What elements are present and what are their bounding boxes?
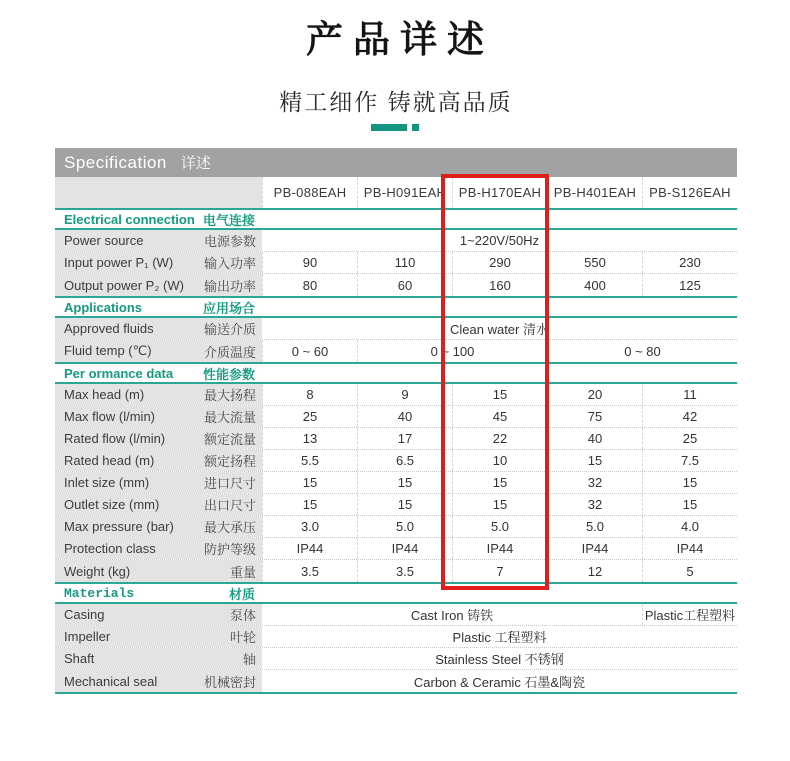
value-cell: IP44 bbox=[642, 538, 737, 559]
value-cell: 22 bbox=[452, 428, 547, 449]
row-label-en: Inlet size (mm) bbox=[64, 475, 150, 490]
section-title-zh: 电气连接 bbox=[202, 212, 255, 228]
value-cell: 40 bbox=[547, 428, 642, 449]
model-row-label-spacer bbox=[55, 177, 262, 208]
value-cell: 400 bbox=[547, 274, 642, 296]
row-label-en: Max pressure (bar) bbox=[64, 519, 174, 534]
value-cell: 60 bbox=[357, 274, 452, 296]
model-header-row bbox=[55, 177, 737, 210]
value-cell: Stainless Steel 不锈钢 bbox=[435, 652, 564, 667]
value-cell: 15 bbox=[262, 472, 357, 493]
row-label-zh: 泵体 bbox=[229, 608, 256, 623]
model-name-pb-088eah: PB-088EAH bbox=[262, 177, 357, 208]
value-cell: IP44 bbox=[452, 538, 547, 559]
section-title-en: Applications bbox=[64, 299, 143, 315]
row-label-zh: 出口尺寸 bbox=[203, 498, 256, 513]
row-label-zh: 输入功率 bbox=[203, 256, 256, 271]
row-max-flow bbox=[55, 406, 737, 428]
value-cell: 4.0 bbox=[642, 516, 737, 537]
value-cell: 230 bbox=[642, 252, 737, 273]
value-cell: 12 bbox=[547, 560, 642, 582]
row-output-power bbox=[55, 274, 737, 296]
value-cell: 15 bbox=[642, 472, 737, 493]
row-protection-class bbox=[55, 538, 737, 560]
table-header-en: Specification bbox=[64, 152, 167, 172]
value-cell: 5 bbox=[642, 560, 737, 582]
row-max-head bbox=[55, 384, 737, 406]
row-casing bbox=[55, 604, 737, 626]
value-cell: 90 bbox=[262, 252, 357, 273]
section-title-en: Materials bbox=[64, 585, 135, 601]
row-rated-flow bbox=[55, 428, 737, 450]
row-label-en: Protection class bbox=[64, 541, 156, 556]
value-cell: 40 bbox=[357, 406, 452, 427]
value-cell: 110 bbox=[357, 252, 452, 273]
value-cell: 160 bbox=[452, 274, 547, 296]
value-cell: 15 bbox=[642, 494, 737, 515]
accent-dash-icon bbox=[371, 124, 407, 131]
row-label-zh: 最大承压 bbox=[203, 520, 256, 535]
page-title: 产品详述 bbox=[306, 19, 494, 60]
value-cell: 11 bbox=[642, 384, 737, 405]
section-header-applications bbox=[55, 298, 737, 318]
value-cell: 15 bbox=[357, 472, 452, 493]
value-cell: 5.0 bbox=[547, 516, 642, 537]
row-mechanical-seal bbox=[55, 670, 737, 692]
row-label-zh: 最大扬程 bbox=[203, 388, 256, 403]
value-cell: IP44 bbox=[262, 538, 357, 559]
value-cell: 15 bbox=[357, 494, 452, 515]
section-title-zh: 应用场合 bbox=[202, 300, 255, 316]
value-cell: 290 bbox=[452, 252, 547, 273]
row-label-en: Approved fluids bbox=[64, 321, 154, 336]
section-header-electrical bbox=[55, 210, 737, 230]
row-approved-fluids bbox=[55, 318, 737, 340]
value-cell: 45 bbox=[452, 406, 547, 427]
section-title-en: Electrical connection bbox=[64, 211, 195, 227]
model-name-pb-h170eah: PB-H170EAH bbox=[452, 177, 547, 208]
value-cell: 5.5 bbox=[262, 450, 357, 471]
row-shaft bbox=[55, 648, 737, 670]
table-header-bar bbox=[55, 148, 737, 177]
value-cell: 5.0 bbox=[357, 516, 452, 537]
row-fluid-temp bbox=[55, 340, 737, 362]
row-label-zh: 轴 bbox=[242, 652, 256, 667]
value-cell: 5.0 bbox=[452, 516, 547, 537]
row-label-en: Shaft bbox=[64, 651, 95, 666]
value-cell: 32 bbox=[547, 472, 642, 493]
row-label-en: Max head (m) bbox=[64, 387, 145, 402]
value-cell: 1~220V/50Hz bbox=[459, 233, 540, 248]
row-label-en: Casing bbox=[64, 607, 105, 622]
row-label-en: Mechanical seal bbox=[64, 673, 158, 689]
table-header-zh: 详述 bbox=[180, 155, 211, 172]
value-cell: 3.5 bbox=[262, 560, 357, 582]
section-applications bbox=[55, 298, 737, 364]
value-cell: Plastic工程塑料 bbox=[642, 604, 737, 625]
row-label-zh: 输出功率 bbox=[203, 278, 256, 294]
row-label-zh: 进口尺寸 bbox=[203, 476, 256, 491]
row-label-zh: 介质温度 bbox=[203, 344, 256, 360]
spec-table bbox=[55, 148, 737, 694]
value-cell: 15 bbox=[547, 450, 642, 471]
value-cell: 550 bbox=[547, 252, 642, 273]
row-rated-head bbox=[55, 450, 737, 472]
row-label-en: Weight (kg) bbox=[64, 563, 131, 579]
value-cell: 8 bbox=[262, 384, 357, 405]
value-cell: 25 bbox=[262, 406, 357, 427]
value-cell: 75 bbox=[547, 406, 642, 427]
row-label-en: Input power P₁ (W) bbox=[64, 255, 174, 270]
value-cell: 0 ~ 60 bbox=[262, 340, 357, 362]
row-weight bbox=[55, 560, 737, 582]
value-cell: 20 bbox=[547, 384, 642, 405]
row-label-en: Rated flow (l/min) bbox=[64, 431, 166, 446]
section-performance bbox=[55, 364, 737, 584]
section-header-performance bbox=[55, 364, 737, 384]
row-max-pressure bbox=[55, 516, 737, 538]
value-cell: 3.5 bbox=[357, 560, 452, 582]
model-name-pb-h091eah: PB-H091EAH bbox=[357, 177, 452, 208]
row-label-zh: 电源参数 bbox=[203, 234, 256, 249]
row-label-zh: 额定流量 bbox=[203, 432, 256, 447]
accent-decoration bbox=[0, 124, 790, 131]
accent-square-icon bbox=[412, 124, 419, 131]
section-materials bbox=[55, 584, 737, 694]
row-label-zh: 重量 bbox=[229, 564, 256, 580]
row-input-power bbox=[55, 252, 737, 274]
row-label-zh: 机械密封 bbox=[203, 674, 256, 690]
product-detail-page bbox=[0, 20, 790, 694]
section-header-materials bbox=[55, 584, 737, 604]
row-impeller bbox=[55, 626, 737, 648]
row-label-en: Rated head (m) bbox=[64, 453, 155, 468]
value-cell: 6.5 bbox=[357, 450, 452, 471]
value-cell: 3.0 bbox=[262, 516, 357, 537]
section-electrical bbox=[55, 210, 737, 298]
value-cell: Plastic 工程塑料 bbox=[452, 630, 547, 645]
value-cell: Cast Iron 铸铁 bbox=[410, 608, 494, 623]
value-cell: 7 bbox=[452, 560, 547, 582]
row-label-zh: 输送介质 bbox=[203, 322, 256, 337]
value-cell: 13 bbox=[262, 428, 357, 449]
value-cell: 15 bbox=[452, 384, 547, 405]
value-cell: 0 ~ 100 bbox=[357, 340, 547, 362]
value-cell: 7.5 bbox=[642, 450, 737, 471]
value-cell: Clean water 清水 bbox=[450, 322, 549, 337]
value-cell: 80 bbox=[262, 274, 357, 296]
section-title-zh: 性能参数 bbox=[202, 366, 255, 382]
model-name-pb-h401eah: PB-H401EAH bbox=[547, 177, 642, 208]
value-cell: 32 bbox=[547, 494, 642, 515]
section-title-en: Per ormance data bbox=[64, 365, 174, 381]
value-cell: 15 bbox=[262, 494, 357, 515]
row-label-en: Impeller bbox=[64, 629, 111, 644]
row-label-en: Max flow (l/min) bbox=[64, 409, 156, 424]
row-label-zh: 叶轮 bbox=[229, 630, 256, 645]
value-cell: 10 bbox=[452, 450, 547, 471]
row-label-zh: 最大流量 bbox=[203, 410, 256, 425]
value-cell: 15 bbox=[452, 494, 547, 515]
row-label-en: Fluid temp (℃) bbox=[64, 343, 152, 358]
value-cell: Carbon & Ceramic 石墨&陶瓷 bbox=[413, 674, 586, 690]
value-cell: 25 bbox=[642, 428, 737, 449]
row-label-en: Outlet size (mm) bbox=[64, 497, 160, 512]
value-cell: 125 bbox=[642, 274, 737, 296]
row-label-en: Power source bbox=[64, 233, 144, 248]
row-label-zh: 额定扬程 bbox=[203, 454, 256, 469]
row-power-source bbox=[55, 230, 737, 252]
row-inlet-size bbox=[55, 472, 737, 494]
value-cell: 0 ~ 80 bbox=[547, 340, 737, 362]
value-cell: 42 bbox=[642, 406, 737, 427]
row-outlet-size bbox=[55, 494, 737, 516]
value-cell: IP44 bbox=[547, 538, 642, 559]
value-cell: 9 bbox=[357, 384, 452, 405]
row-label-en: Output power P₂ (W) bbox=[64, 277, 184, 293]
section-title-zh: 材质 bbox=[228, 586, 255, 602]
model-name-pb-s126eah: PB-S126EAH bbox=[642, 177, 737, 208]
value-cell: IP44 bbox=[357, 538, 452, 559]
value-cell: 17 bbox=[357, 428, 452, 449]
page-subtitle: 精工细作 铸就高品质 bbox=[279, 89, 513, 115]
value-cell: 15 bbox=[452, 472, 547, 493]
row-label-zh: 防护等级 bbox=[203, 542, 256, 557]
